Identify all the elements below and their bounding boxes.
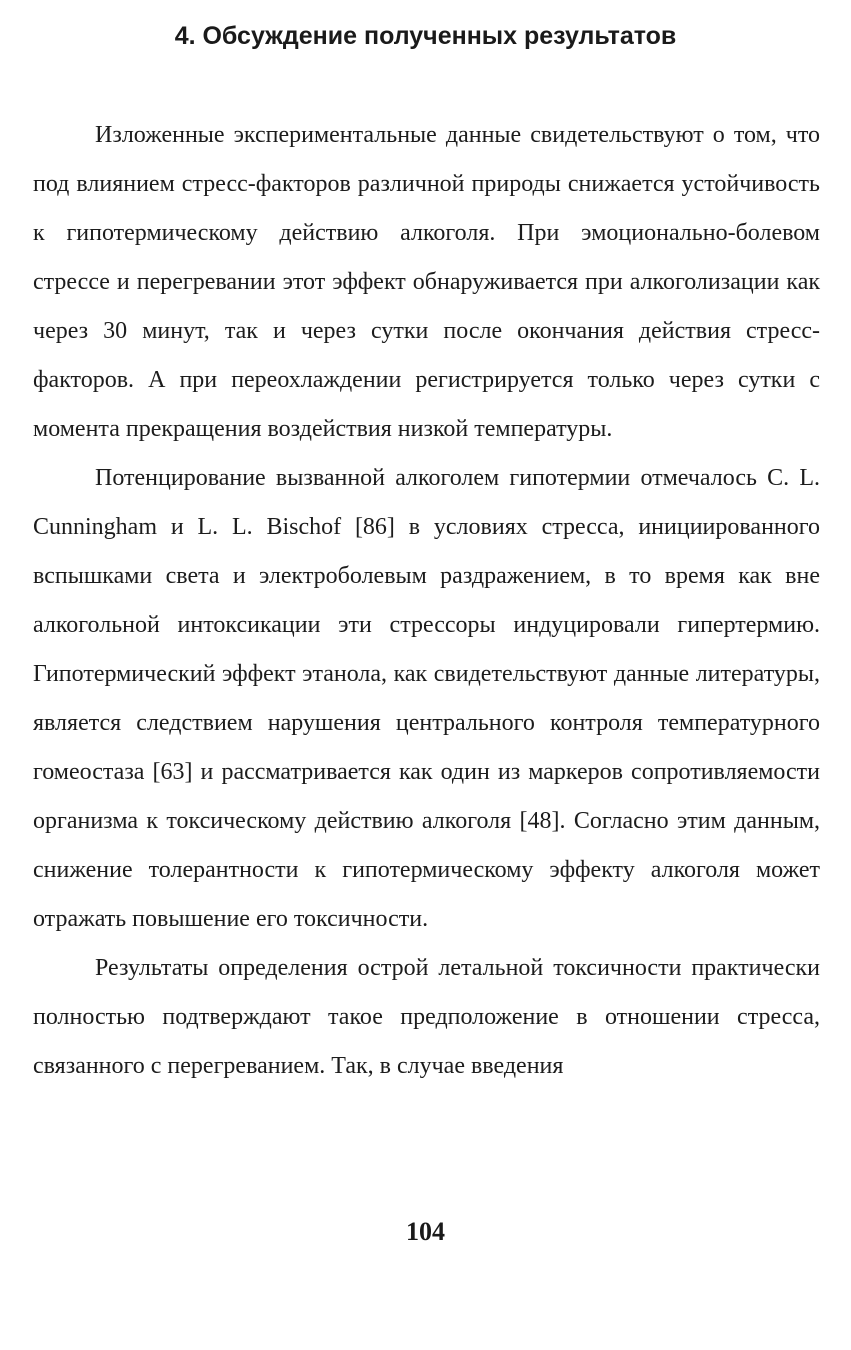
paragraph-3: Результаты определения острой летальной токсичности практически полностью подтверждают такое предположение в отношении стресса, связанного с перегреванием. Так, в случае введения [33,955,820,1079]
body-text [33,111,820,1091]
paragraph-1: Изложенные экспериментальные данные свидетельствуют о том, что под влиянием стресс-факторов различной природы снижается устойчивость к гипотермическому действию алкоголя. При эмоционально-болевом стрессе и перегревании этот эффект обнаруживается при алкоголизации как через 30 минут, так и через сутки после окончания действия стресс-факторов. А при переохлаждении регистрируется только через сутки с момента прекращения воздействия низкой температуры. [33,122,820,442]
page-number: 104 [406,1217,445,1246]
paragraph-2: Потенцирование вызванной алкоголем гипотермии отмечалось C. L. Cunningham и L. L. Bischof [86] в условиях стресса, инициированного вспышками света и электроболевым раздражением, в то время как вне алкогольной интоксикации эти стрессоры индуцировали гипертермию. Гипотермический эффект этанола, как свидетельствуют данные литературы, является следствием нарушения центрального контроля температурного гомеостаза [63] и рассматривается как один из маркеров сопротивляемости организма к токсическому действию алкоголя [48]. Согласно этим данным, снижение толерантности к гипотермическому эффекту алкоголя может отражать повышение его токсичности. [33,465,820,932]
section-heading: 4. Обсуждение полученных результатов [174,22,677,50]
